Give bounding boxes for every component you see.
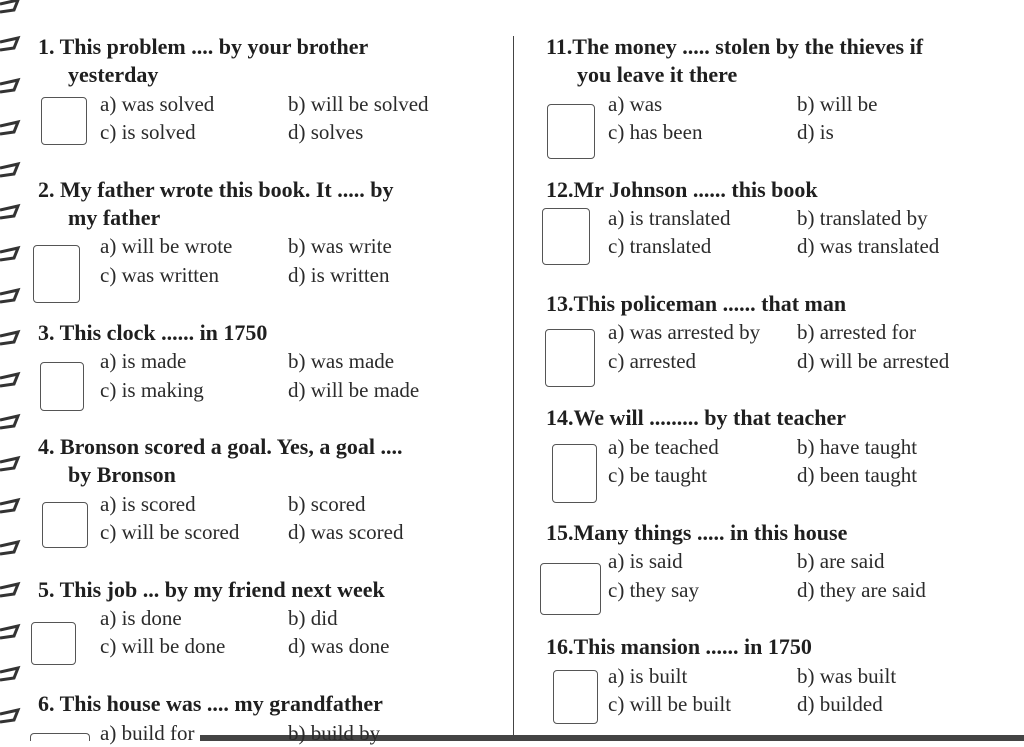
- q11-option-d[interactable]: d) is: [797, 120, 834, 144]
- question-1-text: 1. This problem .... by your brother yesterday: [38, 34, 369, 87]
- q2-option-d[interactable]: d) is written: [288, 263, 390, 287]
- question-14: [546, 404, 846, 432]
- q15-answer-box[interactable]: [540, 563, 601, 615]
- q13-option-a[interactable]: a) was arrested by: [608, 320, 761, 344]
- q3-option-a[interactable]: a) is made: [100, 349, 187, 373]
- question-1: [38, 33, 368, 89]
- q4-option-b[interactable]: b) scored: [288, 492, 366, 516]
- q6-option-b[interactable]: b) build by: [288, 721, 381, 745]
- q1-option-d[interactable]: d) solves: [288, 120, 364, 144]
- q16-answer-box[interactable]: [553, 670, 598, 724]
- question-5-text: 5. This job ... by my friend next week: [38, 577, 385, 602]
- question-5: [38, 576, 385, 604]
- q6-option-a[interactable]: a) build for: [100, 721, 195, 745]
- q13-answer-box[interactable]: [545, 329, 595, 387]
- question-12: [546, 176, 818, 204]
- q15-option-b[interactable]: b) are said: [797, 549, 885, 573]
- q1-answer-box[interactable]: [41, 97, 87, 145]
- q5-answer-box[interactable]: [31, 622, 76, 665]
- question-4: [38, 433, 402, 489]
- question-4-text: 4. Bronson scored a goal. Yes, a goal .... by Bronson: [38, 434, 403, 487]
- q6-answer-box[interactable]: [30, 733, 90, 741]
- question-6: [38, 690, 383, 718]
- q15-option-d[interactable]: d) they are said: [797, 578, 926, 602]
- q11-option-b[interactable]: b) will be: [797, 92, 878, 116]
- question-3-text: 3. This clock ...... in 1750: [38, 320, 268, 345]
- q12-option-c[interactable]: c) translated: [608, 234, 712, 258]
- q14-option-a[interactable]: a) be teached: [608, 435, 719, 459]
- q5-option-b[interactable]: b) did: [288, 606, 338, 630]
- q13-option-d[interactable]: d) will be arrested: [797, 349, 950, 373]
- q3-option-c[interactable]: c) is making: [100, 378, 204, 402]
- q12-option-d[interactable]: d) was translated: [797, 234, 940, 258]
- q5-option-d[interactable]: d) was done: [288, 634, 390, 658]
- question-12-text: 12.Mr Johnson ...... this book: [546, 177, 818, 202]
- question-13-text: 13.This policeman ...... that man: [546, 291, 847, 316]
- q2-option-a[interactable]: a) will be wrote: [100, 234, 233, 258]
- q13-option-b[interactable]: b) arrested for: [797, 320, 916, 344]
- q2-answer-box[interactable]: [33, 245, 80, 303]
- q12-option-b[interactable]: b) translated by: [797, 206, 928, 230]
- question-2: [38, 176, 393, 232]
- q16-option-b[interactable]: b) was built: [797, 664, 897, 688]
- q5-option-a[interactable]: a) is done: [100, 606, 182, 630]
- question-6-text: 6. This house was .... my grandfather: [38, 691, 383, 716]
- question-13: [546, 290, 846, 318]
- question-16: [546, 633, 812, 661]
- spiral-binding: [0, 0, 24, 741]
- question-15-text: 15.Many things ..... in this house: [546, 520, 848, 545]
- question-15: [546, 519, 847, 547]
- q11-option-c[interactable]: c) has been: [608, 120, 703, 144]
- q13-option-c[interactable]: c) arrested: [608, 349, 697, 373]
- q11-option-a[interactable]: a) was: [608, 92, 663, 116]
- question-3: [38, 319, 267, 347]
- q3-answer-box[interactable]: [40, 362, 84, 411]
- q4-answer-box[interactable]: [42, 502, 88, 548]
- q1-option-b[interactable]: b) will be solved: [288, 92, 429, 116]
- q14-answer-box[interactable]: [552, 444, 597, 503]
- question-14-text: 14.We will ......... by that teacher: [546, 405, 847, 430]
- question-11-text: 11.The money ..... stolen by the thieves if you leave it there: [546, 34, 924, 87]
- q2-option-b[interactable]: b) was write: [288, 234, 392, 258]
- q16-option-d[interactable]: d) builded: [797, 692, 883, 716]
- q15-option-a[interactable]: a) is said: [608, 549, 683, 573]
- question-2-text: 2. My father wrote this book. It ..... by my father: [38, 177, 394, 230]
- q4-option-c[interactable]: c) will be scored: [100, 520, 240, 544]
- q1-option-c[interactable]: c) is solved: [100, 120, 196, 144]
- q14-option-b[interactable]: b) have taught: [797, 435, 918, 459]
- q4-option-a[interactable]: a) is scored: [100, 492, 196, 516]
- q16-option-a[interactable]: a) is built: [608, 664, 688, 688]
- question-11: [546, 33, 923, 89]
- q3-option-d[interactable]: d) will be made: [288, 378, 420, 402]
- q3-option-b[interactable]: b) was made: [288, 349, 395, 373]
- q12-option-a[interactable]: a) is translated: [608, 206, 731, 230]
- q11-answer-box[interactable]: [547, 104, 595, 159]
- column-divider: [513, 36, 514, 736]
- q15-option-c[interactable]: c) they say: [608, 578, 699, 602]
- q12-answer-box[interactable]: [542, 208, 590, 265]
- q14-option-c[interactable]: c) be taught: [608, 463, 708, 487]
- q5-option-c[interactable]: c) will be done: [100, 634, 226, 658]
- q14-option-d[interactable]: d) been taught: [797, 463, 918, 487]
- question-16-text: 16.This mansion ...... in 1750: [546, 634, 812, 659]
- q1-option-a[interactable]: a) was solved: [100, 92, 215, 116]
- q2-option-c[interactable]: c) was written: [100, 263, 219, 287]
- q4-option-d[interactable]: d) was scored: [288, 520, 404, 544]
- q16-option-c[interactable]: c) will be built: [608, 692, 732, 716]
